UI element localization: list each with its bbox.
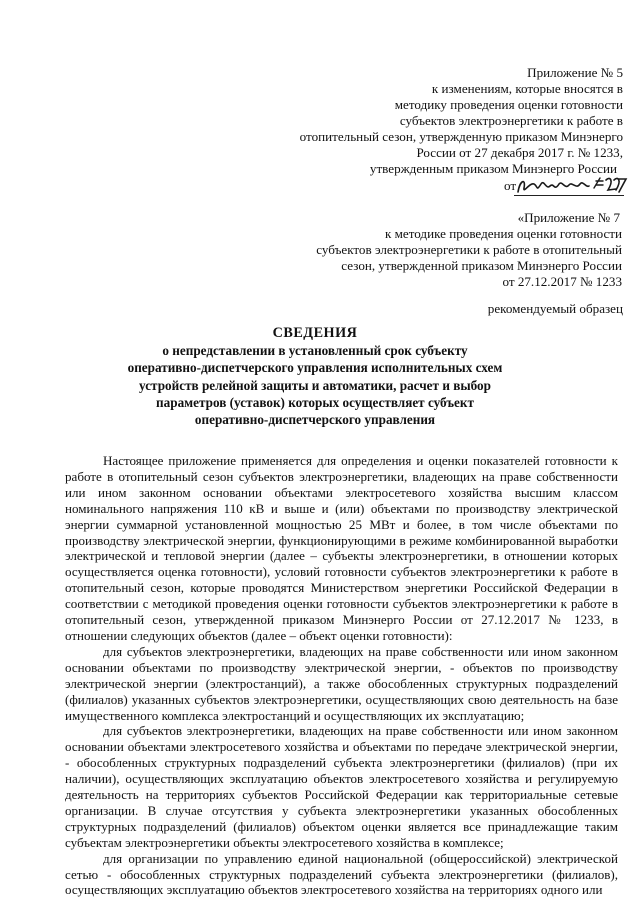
- title-subline: устройств релейной защиты и автоматики, расчет и выбор: [139, 377, 491, 393]
- signature-prefix: от: [504, 178, 517, 193]
- header-line: «Приложение № 7: [517, 210, 620, 225]
- signature-date-line: [504, 178, 628, 198]
- title-subline: оперативно-диспетчерского управления: [194, 412, 436, 428]
- header-line: субъектов электроэнергетики к работе в: [399, 113, 623, 128]
- header-line: России от 27 декабря 2017 г. № 1233,: [416, 145, 623, 160]
- recommended-sample-label: рекомендуемый образец: [487, 301, 623, 316]
- header-line: субъектов электроэнергетики к работе в отопительный: [316, 242, 622, 257]
- title-subline: параметров (уставок) которых осуществляет субъект: [156, 394, 474, 410]
- header-line: к изменениям, которые вносятся в: [431, 81, 623, 96]
- body-paragraph: для субъектов электроэнергетики, владеющих на праве собственности или ином законном основании объектами по производству электрической энергии, - объектов по производству электрической энергии (электростанций), а также обособленных структурных подразделений (филиалов) указанных субъектов электроэнергетики, осуществляющих свою деятельность на базе имущественного комплекса электростанций и осуществляющих их эксплуатацию;: [65, 643, 618, 723]
- header-line: сезон, утвержденной приказом Минэнерго России: [341, 258, 622, 273]
- title-main: СВЕДЕНИЯ: [272, 325, 358, 341]
- body-paragraph: для организации по управлению единой национальной (общероссийской) электрической сетью - обособленных структурных подразделений субъекта электроэнергетики (филиалов), осуществляющих эксплуатацию объектов электросетевого хозяйства на территориях одного или: [65, 850, 618, 898]
- body-paragraph: для субъектов электроэнергетики, владеющих на праве собственности или ином законном основании объектами электросетевого хозяйства и объектами по передаче электрической энергии, - обособленных структурных подразделений субъекта электроэнергетики (филиалов) (при их наличии), осуществляющих эксплуатацию объектов электросетевого хозяйства и регулируемую деятельность на территориях субъектов Российской Федерации как территориальные сетевые организации. В случае отсутствия у субъекта электроэнергетики указанных обособленных структурных подразделений (филиалов) объектом оценки является все принадлежащие таким субъектам электроэнергетики объекты электросетевого хозяйства в комплексе;: [65, 723, 618, 850]
- header-line: к методике проведения оценки готовности: [384, 226, 622, 241]
- body-text: [65, 453, 618, 898]
- appendix-7-header: [222, 210, 622, 290]
- title-subline: о непредставлении в установленный срок субъекту: [162, 343, 468, 358]
- handwritten-date-signature: [510, 172, 628, 198]
- header-line: утвержденным приказом Минэнерго России: [369, 161, 617, 176]
- body-paragraph: Настоящее приложение применяется для определения и оценки показателей готовности к работе в отопительный сезон субъектов электроэнергетики, владеющих на праве собственности или ином законном основании объектами электросетевого хозяйства высшим классом номинального напряжения 110 кВ и выше и (или) объектами по производству электрической энергии суммарной установленной мощностью 25 МВт и более, в том числе объектами по производству электрической энергии, функционирующими в режиме комбинированной выработки электрической и тепловой энергии (далее – субъекты электроэнергетики, в отношении которых осуществляется оценка готовности), условий готовности субъектов электроэнергетики к работе в отопительный сезон, которые проводятся Министерством энергетики Российской Федерации в соответствии с методикой проведения оценки готовности субъектов электроэнергетики к работе в отопительный сезон, утвержденной приказом Минэнерго России от 27.12.2017 № 1233, в отношении следующих объектов (далее – объект оценки готовности):: [65, 453, 618, 643]
- document-title: [80, 325, 550, 428]
- header-line: от 27.12.2017 № 1233: [502, 274, 622, 289]
- appendix-5-header: [183, 65, 623, 177]
- header-line: Приложение № 5: [527, 65, 623, 80]
- header-line: методику проведения оценки готовности: [394, 97, 623, 112]
- title-subline: оперативно-диспетчерского управления исполнительных схем: [127, 360, 503, 376]
- header-line: отопительный сезон, утвержденную приказом Минэнерго: [299, 129, 623, 144]
